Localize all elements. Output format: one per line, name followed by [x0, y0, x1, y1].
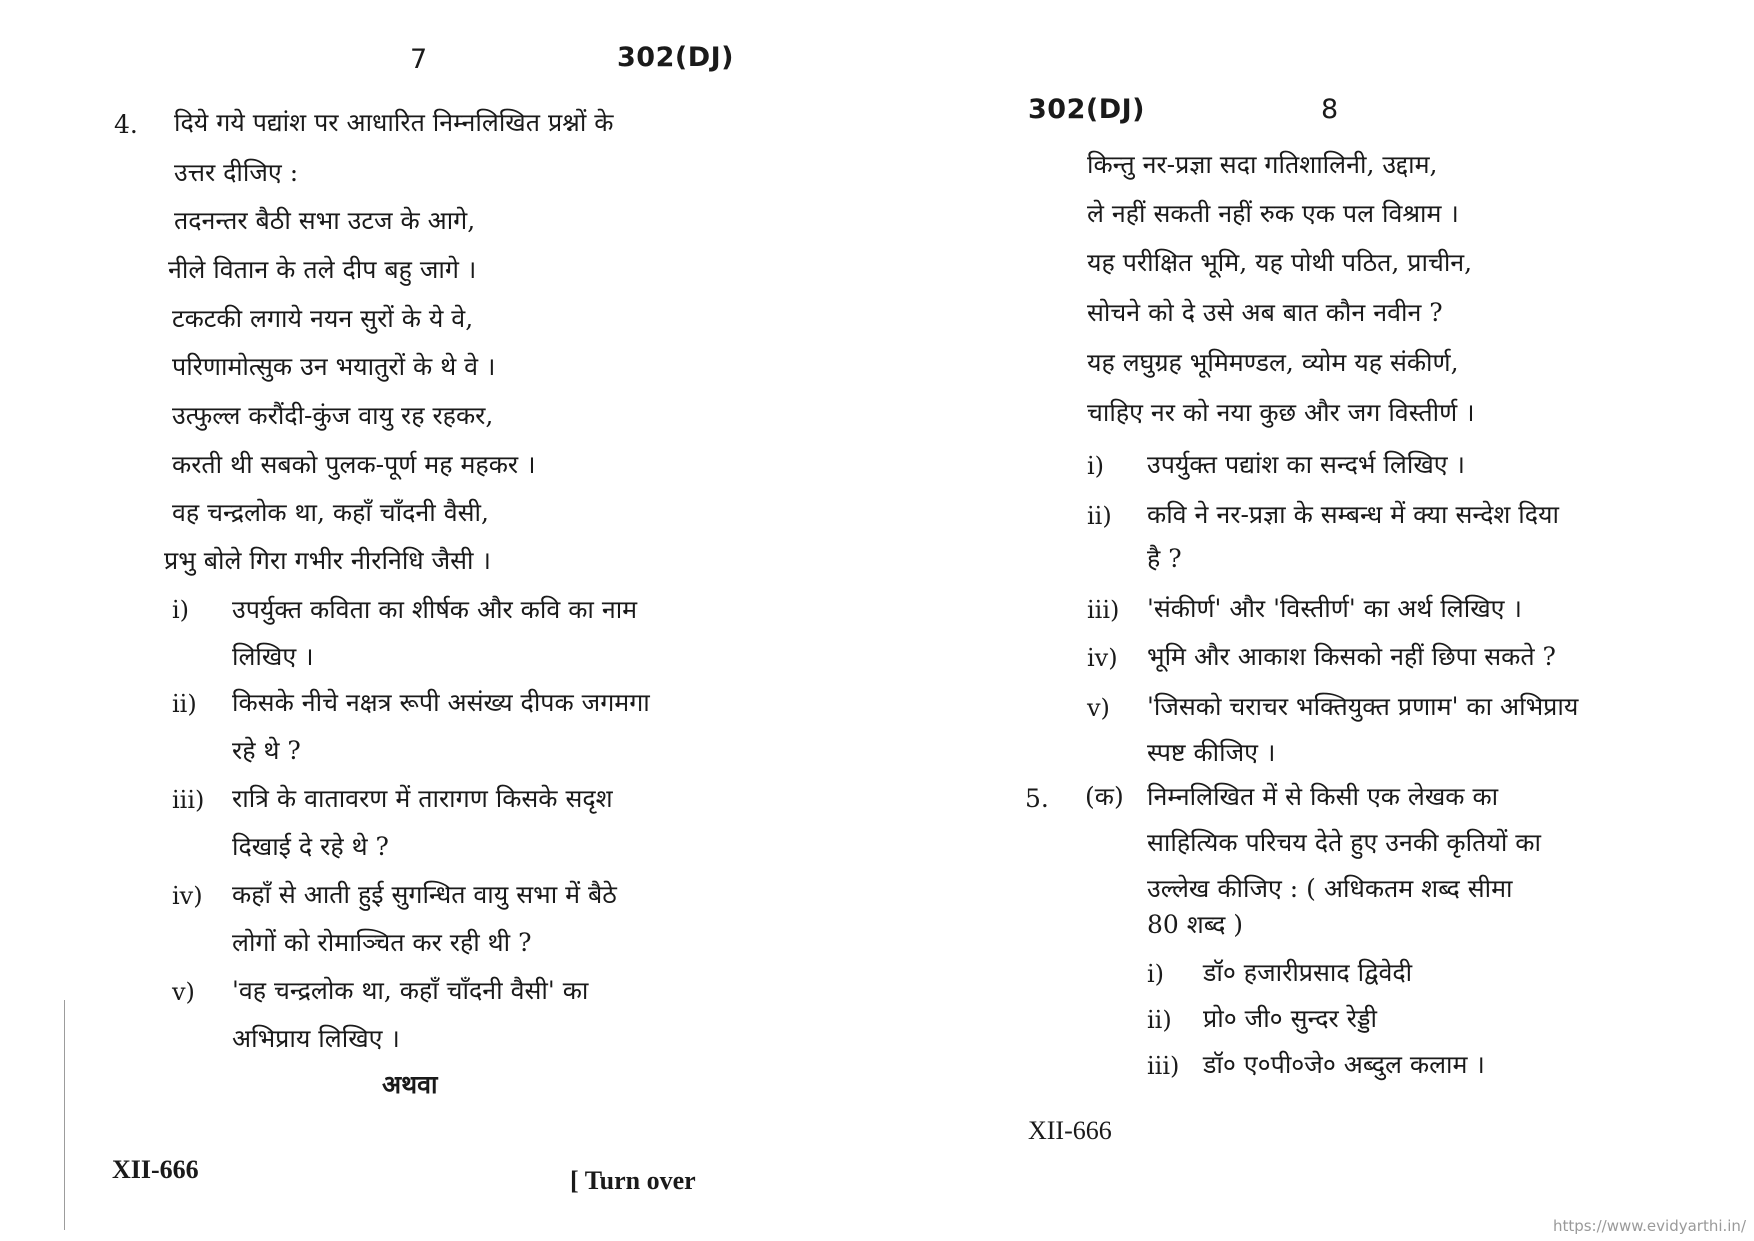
poem-line: उत्फुल्ल करौंदी-कुंज वायु रह रहकर, [172, 401, 494, 430]
sub-question-label: iii) [172, 786, 205, 814]
margin-line [64, 1000, 65, 1230]
sub-question-text: भूमि और आकाश किसको नहीं छिपा सकते ? [1147, 642, 1556, 671]
question-text: उल्लेख कीजिए : ( अधिकतम शब्द सीमा [1147, 874, 1513, 903]
poem-line: करती थी सबको पुलक-पूर्ण मह महकर । [172, 450, 536, 479]
sub-question-text: 'संकीर्ण' और 'विस्तीर्ण' का अर्थ लिखिए । [1147, 594, 1522, 623]
sub-question-text: किसके नीचे नक्षत्र रूपी असंख्य दीपक जगमगा [232, 688, 650, 717]
poem-line: यह लघुग्रह भूमिमण्डल, व्योम यह संकीर्ण, [1087, 348, 1459, 377]
poem-line: यह परीक्षित भूमि, यह पोथी पठित, प्राचीन, [1087, 248, 1473, 277]
turn-over-note: [ Turn over [570, 1166, 696, 1195]
sub-question-text: है ? [1147, 544, 1182, 573]
sub-question-label: ii) [172, 690, 197, 718]
poem-line: तदनन्तर बैठी सभा उटज के आगे, [174, 206, 476, 235]
sub-question-text: कवि ने नर-प्रज्ञा के सम्बन्ध में क्या सन्देश दिया [1147, 500, 1560, 529]
question-part-label: (क) [1085, 782, 1124, 811]
sub-question-text: रात्रि के वातावरण में तारागण किसके सदृश [232, 784, 613, 813]
poem-line: चाहिए नर को नया कुछ और जग विस्तीर्ण । [1087, 398, 1475, 427]
sub-question-label: ii) [1087, 502, 1112, 530]
sub-question-text: स्पष्ट कीजिए । [1147, 738, 1276, 767]
sub-question-label: i) [1087, 452, 1105, 480]
sub-question-text: लिखिए । [232, 642, 314, 671]
question-number: 4. [114, 110, 138, 139]
question-number: 5. [1025, 784, 1049, 813]
sub-question-text: 'वह चन्द्रलोक था, कहाँ चाँदनी वैसी' का [232, 976, 589, 1005]
poem-line: वह चन्द्रलोक था, कहाँ चाँदनी वैसी, [172, 498, 489, 527]
option-text: डॉ० ए०पी०जे० अब्दुल कलाम । [1203, 1050, 1485, 1079]
poem-line: नीले वितान के तले दीप बहु जागे । [168, 255, 477, 284]
sub-question-text: उपर्युक्त पद्यांश का सन्दर्भ लिखिए । [1147, 450, 1466, 479]
instruction-line: उत्तर दीजिए : [174, 158, 299, 187]
sub-question-label: v) [1087, 694, 1110, 722]
watermark-url: https://www.evidyarthi.in/ [1552, 1217, 1746, 1235]
sub-question-text: लोगों को रोमाञ्चित कर रही थी ? [232, 928, 532, 957]
poem-line: प्रभु बोले गिरा गभीर नीरनिधि जैसी । [164, 546, 491, 575]
option-text: डॉ० हजारीप्रसाद द्विवेदी [1203, 958, 1413, 987]
paper-code: 302(DJ) [617, 42, 734, 73]
poem-line: टकटकी लगाये नयन सुरों के ये वे, [172, 304, 474, 333]
sub-question-label: iv) [1087, 644, 1118, 672]
question-text: निम्नलिखित में से किसी एक लेखक का [1147, 782, 1499, 811]
separator-text: अथवा [382, 1070, 438, 1099]
question-text: 80 शब्द ) [1147, 910, 1244, 939]
sub-question-text: कहाँ से आती हुई सुगन्धित वायु सभा में बैठे [232, 880, 617, 909]
poem-line: सोचने को दे उसे अब बात कौन नवीन ? [1087, 298, 1443, 327]
option-label: ii) [1147, 1006, 1172, 1034]
right-page [877, 0, 1754, 1241]
sub-question-text: अभिप्राय लिखिए । [232, 1024, 400, 1053]
sub-question-label: i) [172, 596, 190, 624]
poem-line: ले नहीं सकती नहीं रुक एक पल विश्राम । [1087, 199, 1459, 228]
poem-line: परिणामोत्सुक उन भयातुरों के थे वे । [172, 352, 496, 381]
sub-question-label: iii) [1087, 596, 1120, 624]
poem-line: किन्तु नर-प्रज्ञा सदा गतिशालिनी, उद्दाम, [1087, 150, 1438, 179]
page-number: 7 [410, 44, 428, 75]
sub-question-label: v) [172, 978, 195, 1006]
option-label: iii) [1147, 1052, 1180, 1080]
page-number: 8 [1321, 94, 1339, 125]
instruction-line: दिये गये पद्यांश पर आधारित निम्नलिखित प्रश्नों के [174, 108, 614, 137]
sub-question-label: iv) [172, 882, 203, 910]
option-text: प्रो० जी० सुन्दर रेड्डी [1203, 1004, 1377, 1033]
sub-question-text: 'जिसको चराचर भक्तियुक्त प्रणाम' का अभिप्राय [1147, 692, 1579, 721]
footer-code: XII-666 [1028, 1116, 1112, 1145]
paper-code: 302(DJ) [1028, 94, 1145, 125]
question-text: साहित्यिक परिचय देते हुए उनकी कृतियों का [1147, 828, 1541, 857]
sub-question-text: रहे थे ? [232, 736, 301, 765]
sub-question-text: उपर्युक्त कविता का शीर्षक और कवि का नाम [232, 595, 638, 624]
option-label: i) [1147, 960, 1165, 988]
sub-question-text: दिखाई दे रहे थे ? [232, 832, 389, 861]
footer-code: XII-666 [112, 1155, 199, 1184]
